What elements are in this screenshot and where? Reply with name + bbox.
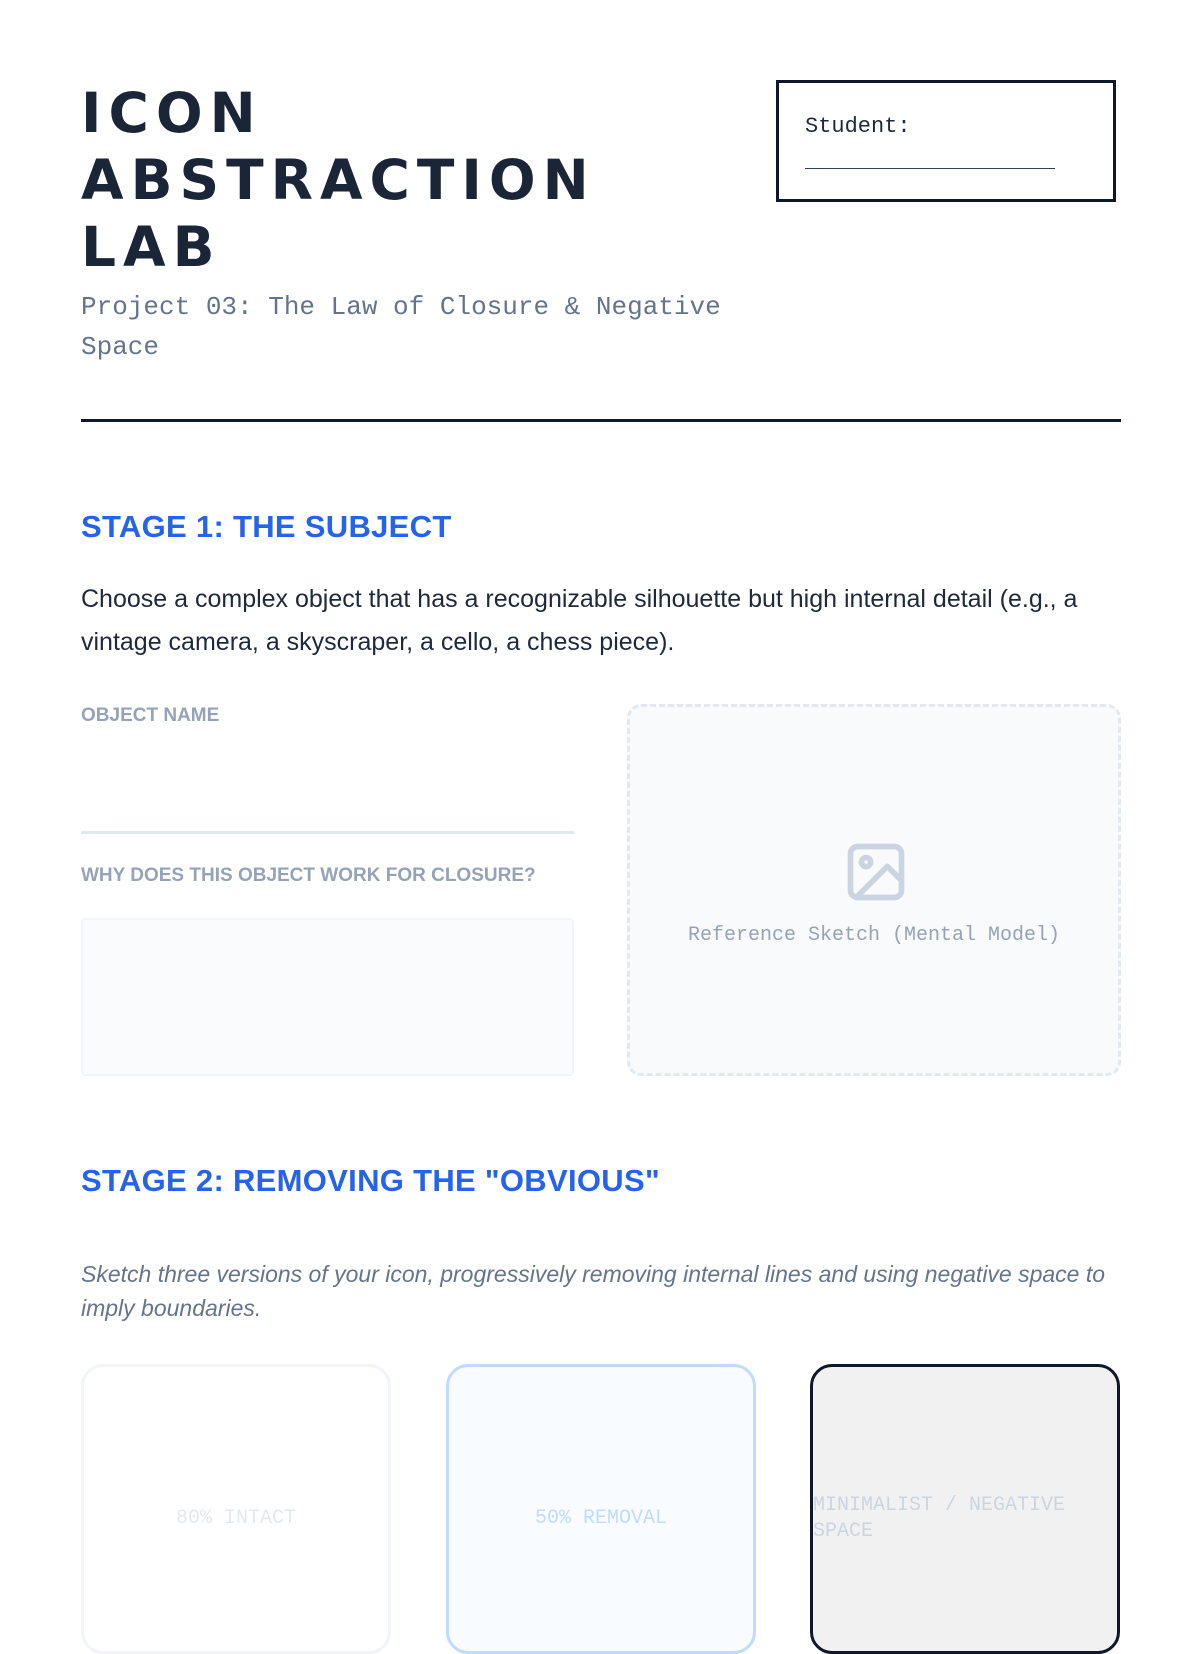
sketch-card-label: 50% REMOVAL xyxy=(534,1507,668,1530)
image-placeholder-icon xyxy=(842,838,910,906)
sketch-card-80-intact[interactable] xyxy=(81,1364,391,1654)
title-line-3: LAB xyxy=(81,215,222,279)
sketch-card-50-removal[interactable] xyxy=(446,1364,756,1654)
sketch-card-label: 80% INTACT xyxy=(175,1507,297,1530)
closure-reason-textarea[interactable] xyxy=(81,918,574,1076)
student-label: Student: xyxy=(805,114,911,139)
title-line-2: ABSTRACTION xyxy=(81,148,596,212)
worksheet-page xyxy=(81,0,1121,1600)
sketch-card-minimalist[interactable] xyxy=(810,1364,1120,1654)
closure-reason-label: WHY DOES THIS OBJECT WORK FOR CLOSURE? xyxy=(81,865,536,886)
sketch-card-label: MINIMALIST / NEGATIVE SPACE xyxy=(813,1494,1066,1543)
reference-sketch-area[interactable] xyxy=(627,704,1121,1076)
student-name-box[interactable] xyxy=(776,80,1116,202)
header-divider xyxy=(81,419,1121,422)
page-title xyxy=(81,80,701,281)
object-name-input[interactable] xyxy=(81,740,574,834)
stage2-heading: STAGE 2: REMOVING THE "OBVIOUS" xyxy=(81,1163,660,1198)
sketch-caption: Reference Sketch (Mental Model) xyxy=(687,924,1061,947)
title-line-1: ICON xyxy=(81,81,263,145)
object-name-label: OBJECT NAME xyxy=(81,705,220,726)
student-name-line[interactable] xyxy=(805,168,1055,169)
stage1-heading: STAGE 1: THE SUBJECT xyxy=(81,509,452,544)
stage2-description: Sketch three versions of your icon, progressively removing internal lines and using negative space to imply boundaries. xyxy=(81,1261,1106,1321)
page-subtitle: Project 03: The Law of Closure & Negative Space xyxy=(81,292,721,362)
stage1-description: Choose a complex object that has a recognizable silhouette but high internal detail (e.g., a vintage camera, a skyscraper, a cello, a chess piece). xyxy=(81,585,1078,656)
